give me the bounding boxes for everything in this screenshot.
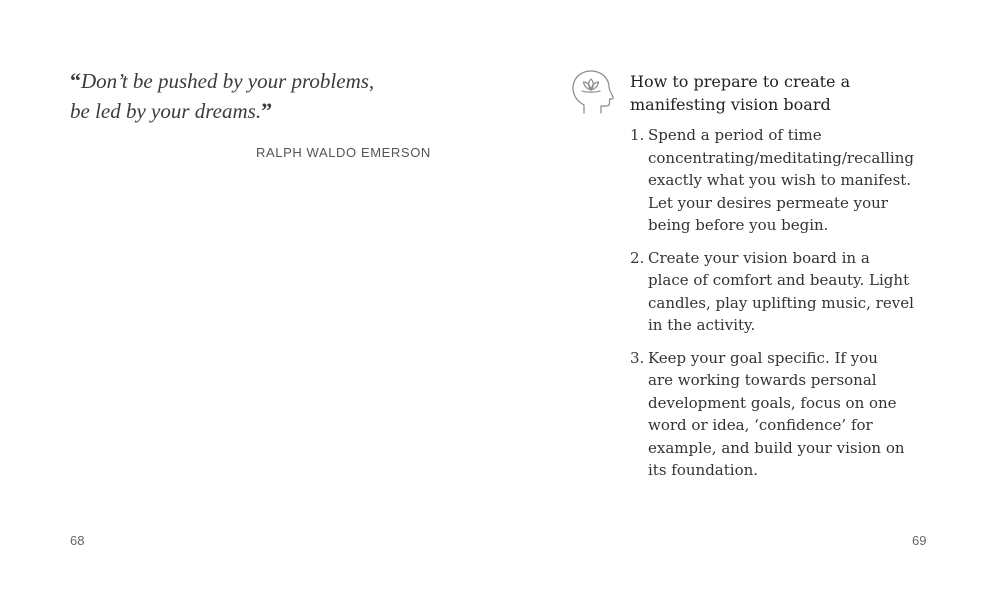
page-number-right: 69 [912, 533, 927, 548]
step-text [648, 247, 960, 337]
quote-line-1 [70, 66, 470, 96]
heading-line-2: manifesting vision board [630, 95, 831, 114]
quote-attribution: RALPH WALDO EMERSON [256, 145, 431, 160]
step-line: word or idea, ‘confidence’ for [648, 416, 873, 434]
quote-text-2: be led by your dreams. [70, 99, 262, 123]
steps-list [630, 124, 960, 492]
step-line: candles, play uplifting music, revel [648, 293, 914, 312]
step-text [648, 124, 960, 237]
step-line: Let your desires permeate your [648, 193, 888, 212]
step-number: 2. [630, 248, 645, 267]
page-number-left: 68 [70, 533, 85, 548]
right-page [500, 0, 1000, 605]
step-line: being before you begin. [648, 216, 829, 234]
step-line: concentrating/meditating/recalling [648, 148, 914, 167]
step-line: development goals, focus on one [648, 393, 897, 412]
step-number: 1. [630, 126, 645, 144]
section-heading [630, 70, 950, 116]
step-line: Keep your goal specific. If you [648, 348, 878, 367]
step-item [630, 247, 960, 337]
head-with-lotus-icon [568, 68, 616, 116]
step-line: Create your vision board in a [648, 248, 870, 267]
step-line: Spend a period of time [648, 126, 822, 144]
step-line: its foundation. [648, 461, 759, 479]
step-line: exactly what you wish to manifest. [648, 171, 912, 189]
step-number: 3. [630, 348, 645, 367]
open-quote-mark: “ [70, 68, 81, 93]
epigraph-quote [70, 66, 470, 126]
step-line: are working towards personal [648, 371, 877, 389]
step-line: example, and build your vision on [648, 438, 905, 457]
quote-text-1: Don’t be pushed by your problems, [81, 69, 375, 93]
step-line: place of comfort and beauty. Light [648, 271, 910, 289]
step-text [648, 347, 960, 482]
step-item [630, 347, 960, 482]
step-item [630, 124, 960, 237]
close-quote-mark: ” [261, 98, 273, 123]
heading-line-1: How to prepare to create a [630, 72, 851, 91]
quote-line-2 [70, 96, 470, 126]
step-line: in the activity. [648, 316, 756, 334]
